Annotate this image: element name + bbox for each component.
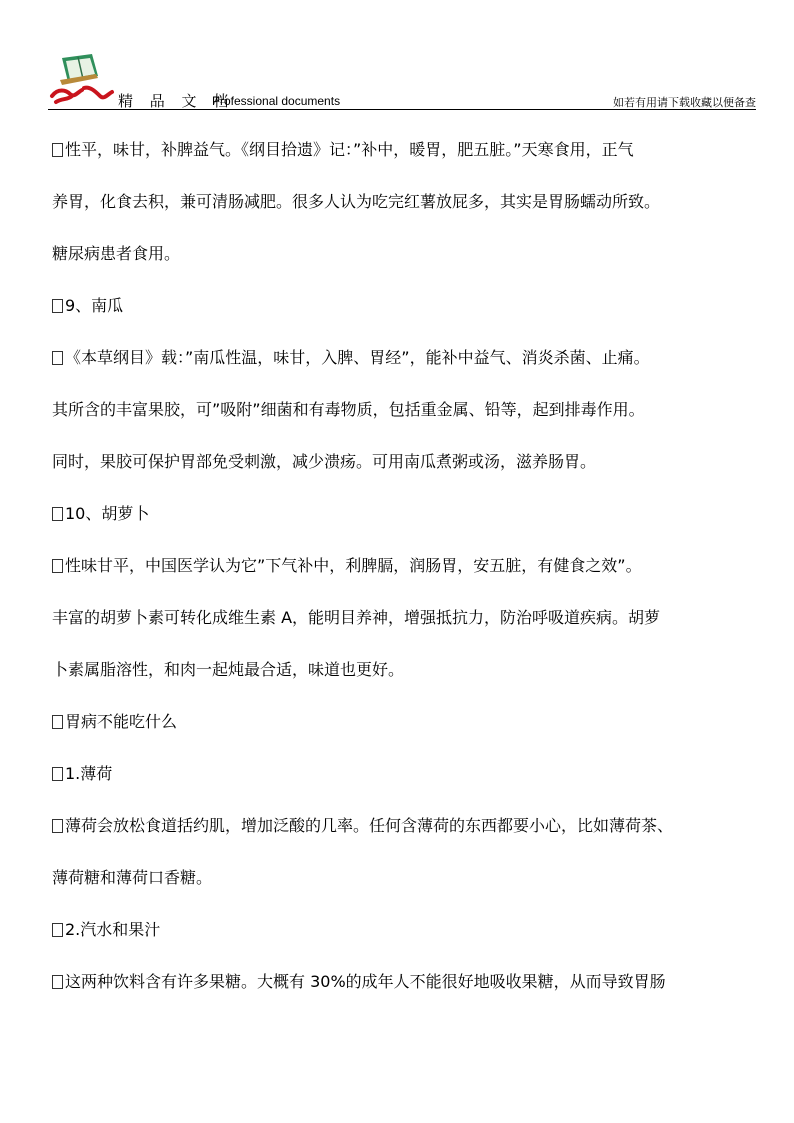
header-note: 如若有用请下载收藏以便备查 — [613, 96, 756, 109]
document-body — [52, 124, 764, 1008]
paragraph — [52, 904, 764, 956]
bullet-box-icon — [52, 767, 63, 781]
text-line-content: 性味甘平，中国医学认为它”下气补中，利脾膈，润肠胃，安五脏，有健食之效”。 — [65, 556, 642, 575]
text-line — [52, 956, 764, 1008]
text-line-content: 薄荷糖和薄荷口香糖。 — [52, 868, 213, 887]
text-line — [52, 488, 764, 540]
text-line — [52, 176, 764, 228]
paragraph — [52, 124, 764, 280]
text-line-content: 同时，果胶可保护胃部免受刺激，减少溃疡。可用南瓜煮粥或汤，滋养肠胃。 — [52, 452, 597, 471]
text-line — [52, 748, 764, 800]
paragraph — [52, 800, 764, 904]
paragraph — [52, 748, 764, 800]
brand-title: 精 品 文 档 — [118, 92, 235, 110]
text-line-content: 丰富的胡萝卜素可转化成维生素 A，能明目养神，增强抵抗力，防治呼吸道疾病。胡萝 — [52, 608, 661, 627]
text-line — [52, 332, 764, 384]
text-line — [52, 644, 764, 696]
paragraph — [52, 540, 764, 696]
text-line-content: 《本草纲目》载：”南瓜性温，味甘，入脾、胃经”，能补中益气、消炎杀菌、止痛。 — [65, 348, 650, 367]
text-line-content: 糖尿病患者食用。 — [52, 244, 181, 263]
bullet-box-icon — [52, 715, 63, 729]
bullet-box-icon — [52, 351, 63, 365]
paragraph — [52, 332, 764, 488]
text-line — [52, 280, 764, 332]
text-line-content: 卜素属脂溶性，和肉一起炖最合适，味道也更好。 — [52, 660, 405, 679]
paragraph — [52, 696, 764, 748]
text-line — [52, 228, 764, 280]
text-line — [52, 852, 764, 904]
text-line — [52, 436, 764, 488]
text-line — [52, 696, 764, 748]
text-line-content: 1.薄荷 — [65, 764, 113, 783]
bullet-box-icon — [52, 923, 63, 937]
text-line-content: 10、胡萝卜 — [65, 504, 150, 523]
bullet-box-icon — [52, 819, 63, 833]
text-line-content: 薄荷会放松食道括约肌，增加泛酸的几率。任何含薄荷的东西都要小心，比如薄荷茶、 — [65, 816, 674, 835]
text-line — [52, 124, 764, 176]
header-rule — [48, 109, 756, 110]
text-line-content: 性平，味甘，补脾益气。《纲目拾遗》记：”补中，暖胃，肥五脏。”天寒食用，正气 — [65, 140, 634, 159]
text-line — [52, 800, 764, 852]
knowledge-logo-icon — [48, 52, 118, 106]
text-line-content: 2.汽水和果汁 — [65, 920, 161, 939]
paragraph — [52, 956, 764, 1008]
text-line — [52, 592, 764, 644]
paragraph — [52, 280, 764, 332]
bullet-box-icon — [52, 143, 63, 157]
paragraph — [52, 488, 764, 540]
page-header — [48, 52, 756, 110]
text-line-content: 其所含的丰富果胶，可”吸附”细菌和有毒物质，包括重金属、铅等，起到排毒作用。 — [52, 400, 645, 419]
text-line — [52, 384, 764, 436]
brand-subtitle: Professional documents — [212, 94, 341, 108]
text-line — [52, 904, 764, 956]
text-line-content: 这两种饮料含有许多果糖。大概有 30%的成年人不能很好地吸收果糖，从而导致胃肠 — [65, 972, 666, 991]
bullet-box-icon — [52, 559, 63, 573]
bullet-box-icon — [52, 975, 63, 989]
text-line — [52, 540, 764, 592]
bullet-box-icon — [52, 507, 63, 521]
text-line-content: 胃病不能吃什么 — [65, 712, 178, 731]
bullet-box-icon — [52, 299, 63, 313]
text-line-content: 养胃，化食去积，兼可清肠减肥。很多人认为吃完红薯放屁多，其实是胃肠蠕动所致。 — [52, 192, 661, 211]
text-line-content: 9、南瓜 — [65, 296, 124, 315]
